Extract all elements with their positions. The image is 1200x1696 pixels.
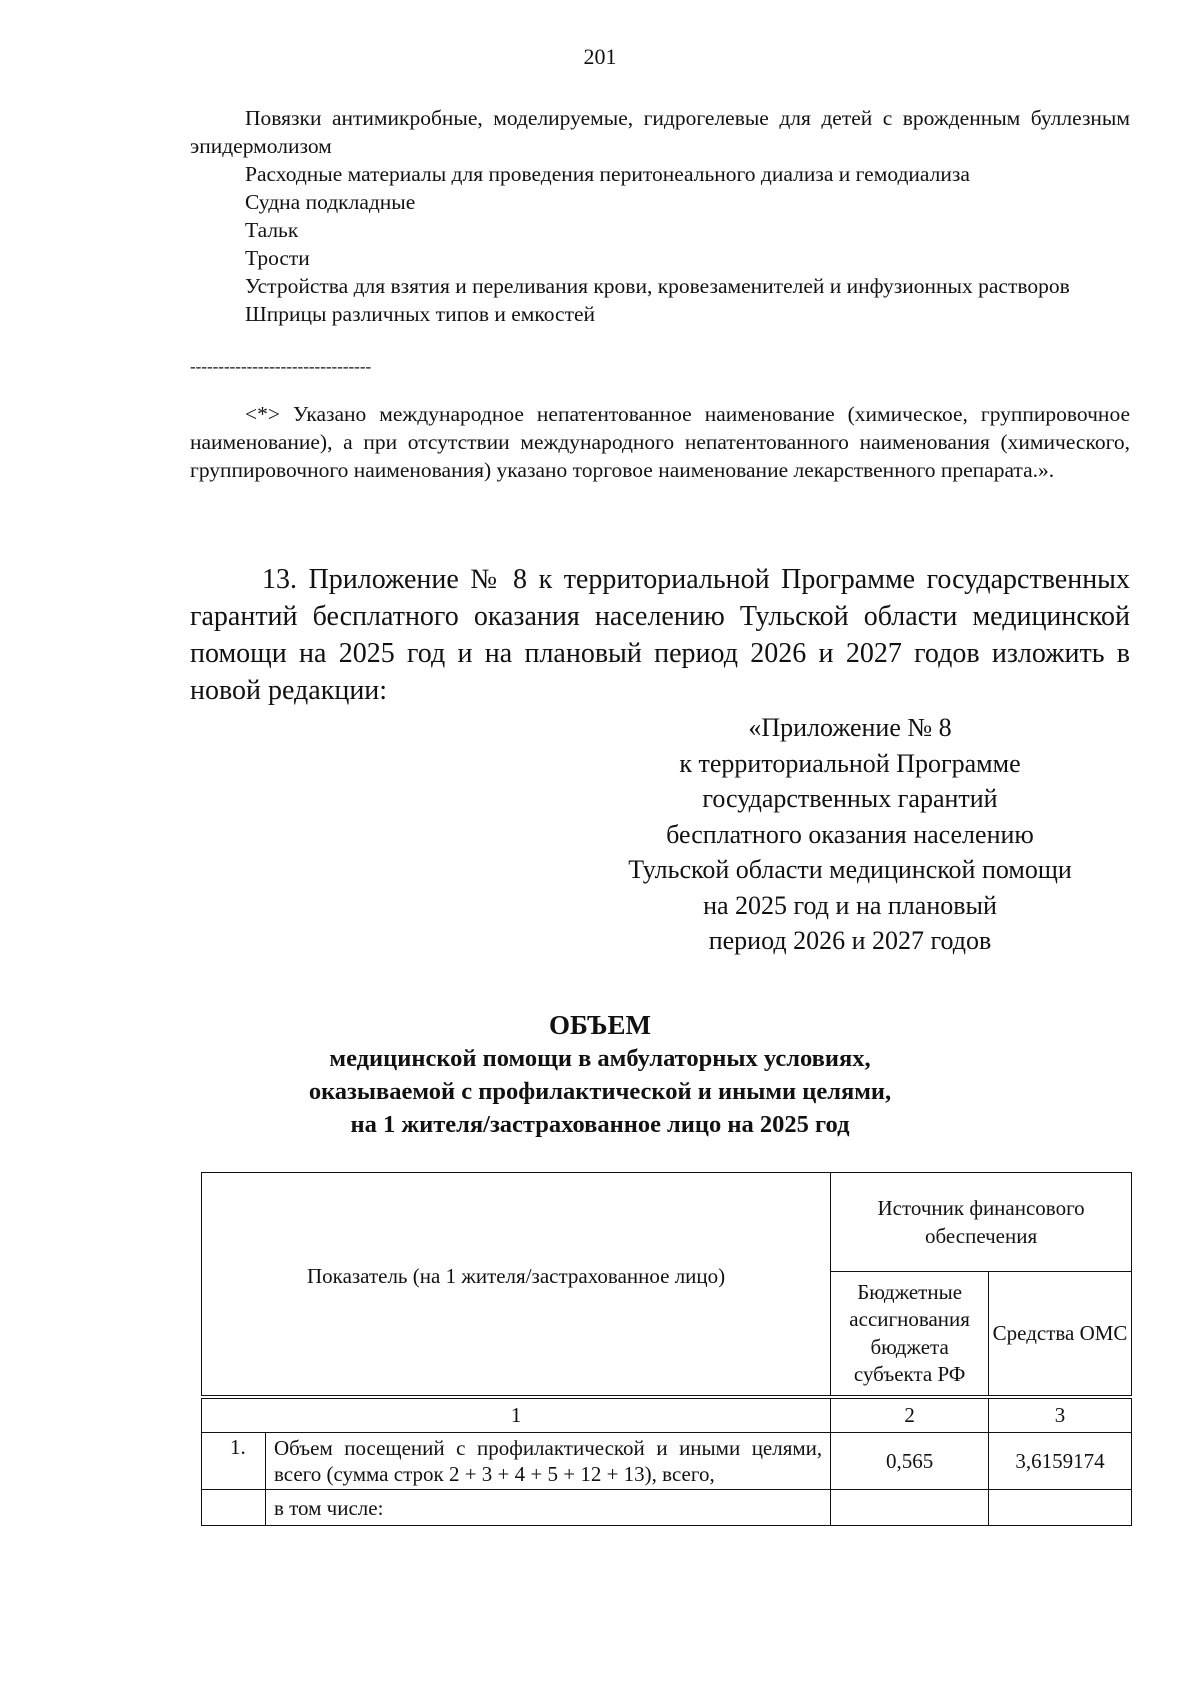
appendix-line: «Приложение № 8: [748, 713, 952, 742]
row-budget-value: [831, 1490, 989, 1526]
list-item: Судна подкладные: [245, 190, 416, 214]
row-budget-value: 0,565: [831, 1433, 989, 1490]
list-item: Устройства для взятия и переливания крови, кровезаменителей и инфузионных растворов: [245, 274, 1070, 298]
column-number: 3: [989, 1397, 1132, 1433]
row-number: [202, 1490, 266, 1526]
appendix-line: Тульской области медицинской помощи: [628, 855, 1072, 884]
appendix-line: бесплатного оказания населению: [666, 819, 1034, 849]
column-number: 2: [831, 1397, 989, 1433]
list-item: Расходные материалы для проведения перитонеального диализа и гемодиализа: [245, 162, 970, 186]
table-row: [202, 1433, 1132, 1490]
supplies-list: [190, 104, 1130, 328]
row-oms-value: 3,6159174: [989, 1433, 1132, 1490]
header-source: Источник финансового обеспечения: [831, 1173, 1132, 1272]
row-text: Объем посещений с профилактической и иными целями, всего (сумма строк 2 + 3 + 4 + 5 + 12 + 13), всего,: [265, 1433, 830, 1490]
table-title: [200, 1008, 1000, 1141]
volume-table: [201, 1172, 1132, 1526]
column-number-row: [202, 1397, 1132, 1433]
list-item: Тальк: [245, 218, 299, 242]
row-text: в том числе:: [265, 1490, 830, 1526]
row-number: 1.: [202, 1433, 266, 1490]
footnote-separator: --------------------------------: [190, 357, 372, 376]
table-header-row: [202, 1173, 1132, 1272]
appendix-line: на 2025 год и на плановый: [703, 890, 997, 920]
header-budget: Бюджетные ассигнования бюджета субъекта РФ: [831, 1272, 989, 1397]
appendix-line: к территориальной Программе: [679, 748, 1021, 778]
list-item: Шприцы различных типов и емкостей: [245, 302, 596, 326]
title-line: медицинской помощи в амбулаторных условиях,: [329, 1045, 871, 1072]
header-oms: Средства ОМС: [989, 1272, 1132, 1397]
title-line: оказываемой с профилактической и иными целями,: [308, 1078, 892, 1105]
column-number: 1: [202, 1397, 831, 1433]
list-item: Трости: [245, 246, 310, 270]
title-line: на 1 жителя/застрахованное лицо на 2025 год: [350, 1111, 850, 1138]
amendment-paragraph: 13. Приложение № 8 к территориальной Программе государственных гарантий бесплатного оказания населению Тульской области медицинской помощи на 2025 год и на плановый период 2026 и 2027 годов изложить в новой редакции:: [190, 564, 1130, 706]
table-row: [202, 1490, 1132, 1526]
title-main: ОБЪЕМ: [549, 1010, 651, 1040]
appendix-line: период 2026 и 2027 годов: [708, 926, 992, 955]
page-number: 201: [583, 44, 617, 69]
list-item: Повязки антимикробные, моделируемые, гидрогелевые для детей с врожденным буллезным эпидермолизом: [190, 106, 1130, 158]
header-indicator: Показатель (на 1 жителя/застрахованное лицо): [202, 1173, 831, 1398]
footnote: <*> Указано международное непатентованное наименование (химическое, группировочное наименование), а при отсутствии международного непатентованного наименования (химического, группировочного наименования) указано торговое наименование лекарственного препарата.».: [190, 401, 1130, 482]
appendix-header: [600, 710, 1100, 959]
row-oms-value: [989, 1490, 1132, 1526]
appendix-line: государственных гарантий: [702, 784, 998, 813]
